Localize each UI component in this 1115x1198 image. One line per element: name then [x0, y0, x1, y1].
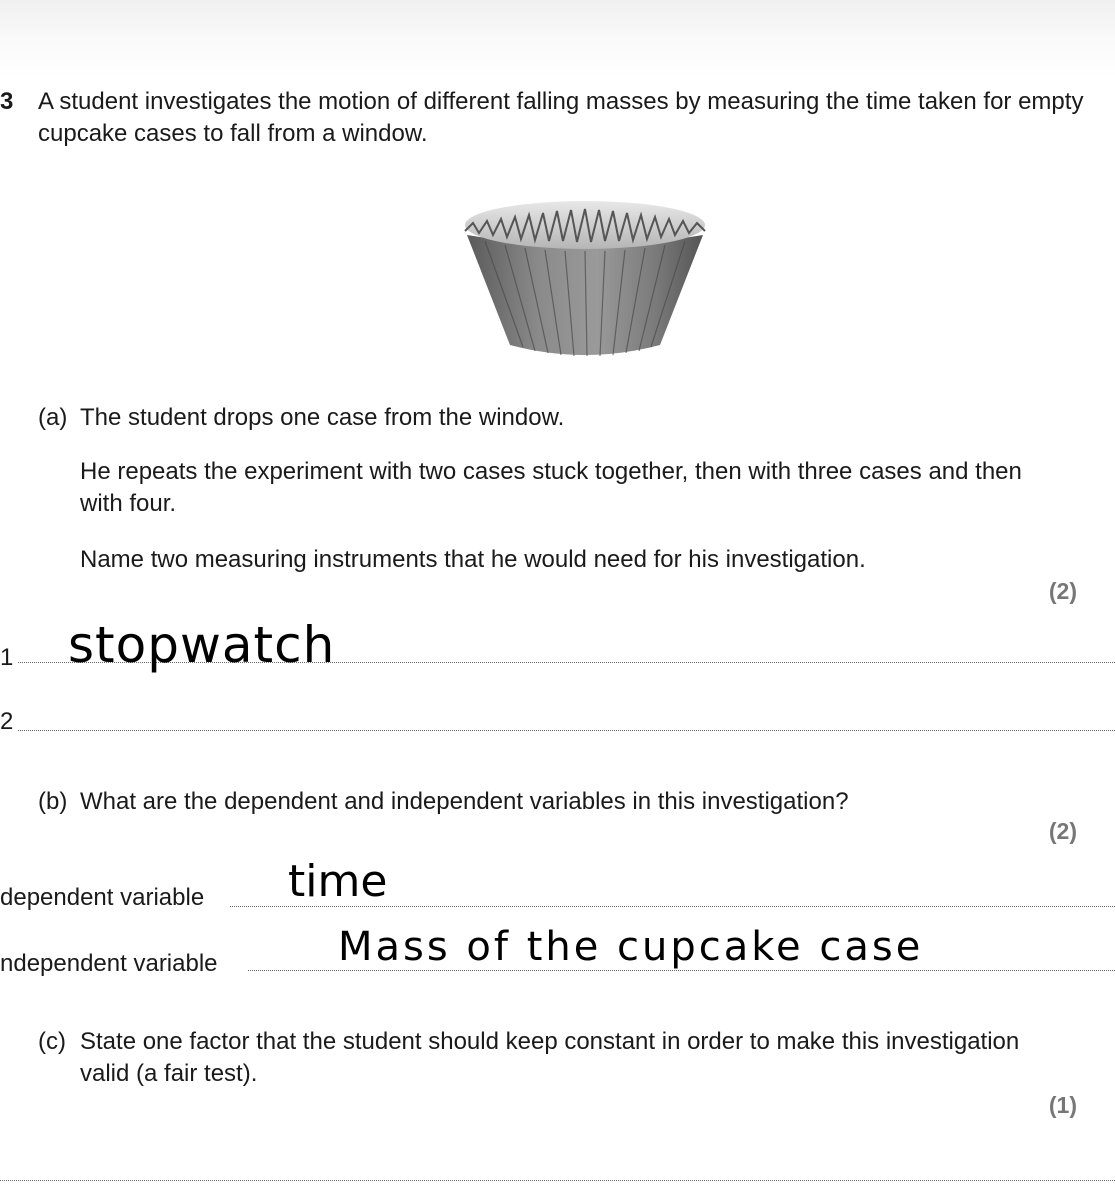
- part-c-answer-line[interactable]: [0, 1180, 1115, 1181]
- answer-1-number: 1: [0, 644, 14, 671]
- part-a-line-1: The student drops one case from the window.: [80, 404, 565, 431]
- part-b-marks: (2): [1048, 818, 1077, 844]
- dependent-variable-label: dependent variable: [0, 884, 205, 911]
- part-a-line-3: Name two measuring instruments that he would need for his investigation.: [80, 546, 866, 573]
- independent-answer-handwriting: Mass of the cupcake case: [338, 924, 924, 970]
- answer-1-handwriting: stopwatch: [68, 616, 336, 674]
- part-a-label: (a): [38, 404, 68, 431]
- part-c-label: (c): [38, 1028, 66, 1055]
- part-c-marks: (1): [1048, 1092, 1077, 1118]
- question-number: 3: [0, 88, 14, 115]
- dependent-answer-handwriting: time: [288, 856, 388, 907]
- independent-variable-label: ndependent variable: [0, 950, 218, 977]
- part-a-line-2: He repeats the experiment with two cases stuck together, then with three cases and then with four.: [80, 458, 1022, 517]
- answer-2-line[interactable]: [18, 730, 1115, 731]
- cupcake-case-image: [455, 195, 715, 365]
- part-b-label: (b): [38, 788, 68, 815]
- independent-answer-line[interactable]: [248, 970, 1115, 971]
- part-c-question: State one factor that the student should keep constant in order to make this investigation valid (a fair test).: [80, 1028, 1020, 1087]
- question-stem: A student investigates the motion of different falling masses by measuring the time taken for empty cupcake cases to fall from a window.: [38, 88, 1084, 147]
- part-b-question: What are the dependent and independent variables in this investigation?: [80, 788, 849, 815]
- part-a-marks: (2): [1048, 578, 1077, 604]
- answer-2-number: 2: [0, 708, 14, 735]
